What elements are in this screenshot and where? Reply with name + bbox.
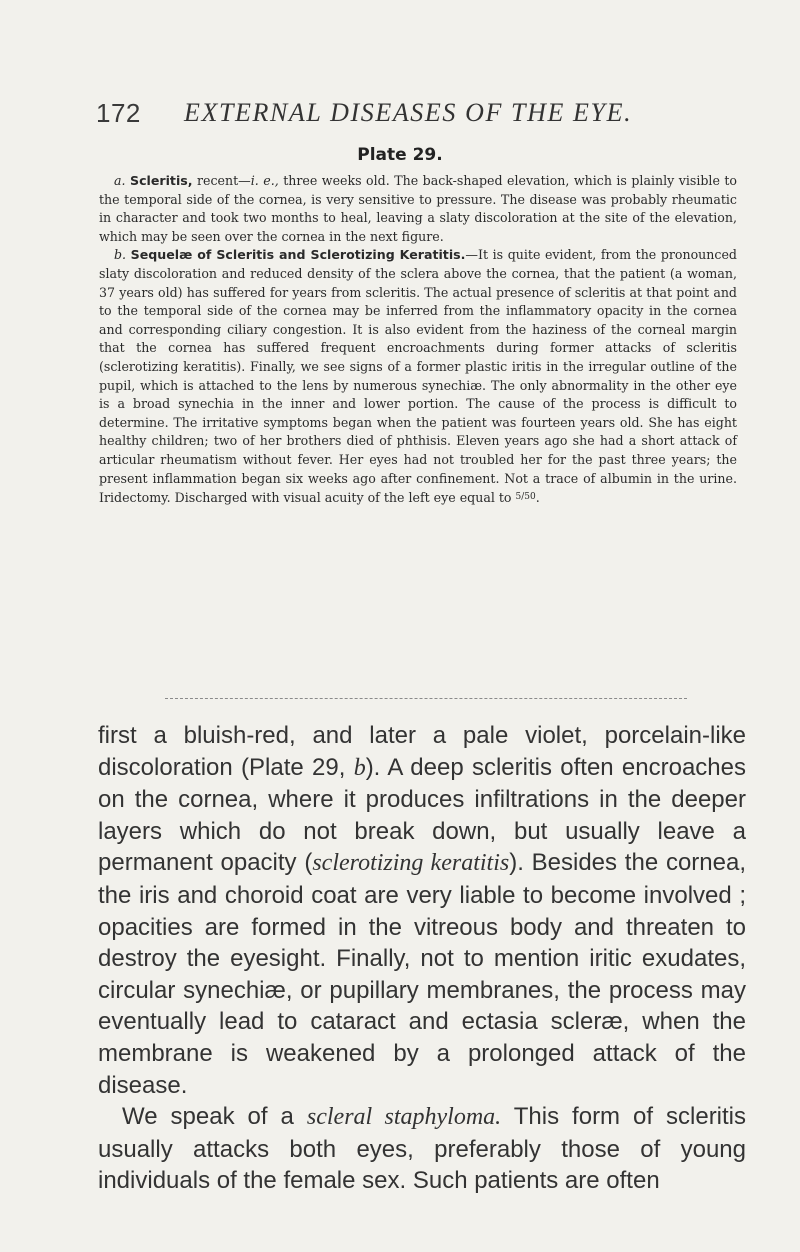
body-p1-d: sclerotizing keratitis — [312, 850, 510, 877]
caption-b-label: b. — [114, 247, 127, 263]
body-paragraph-2 — [98, 1101, 746, 1197]
body-p1-b: b — [353, 754, 366, 781]
caption-b-text: —It is quite evident, from the pronounced slaty discoloration and reduced density of the sclera above the cornea, that the patient (a woman, 37 years old) has suffered for years from scleritis. The actual presence of scleritis at that point and to the temporal side of the cornea may be inferred from the inflammatory opacity in the cornea and corresponding ciliary congestion. It is also evident from the haziness of the corneal margin that the cornea has suffered frequent encroachments during former attacks of scleritis (sclerotizing keratitis). Finally, we see signs of a former plastic iritis in the irregular outline of the pupil, which is attached to the lens by numerous synechiæ. The only abnormality in the other eye is a broad synechia in the inner and lower portion. The cause of the process is difficult to determine. The irritative symptoms began when the patient was fourteen years old. She has eight healthy children; two of her brothers died of phthisis. Eleven years ago she had a short attack of articular rheumatism without fever. Her eyes had not troubled her for the past three years; the present inflammation began six weeks ago after confinement. Not a trace of albumin in the urine. Iridectomy. Discharged with visual acuity of the left eye equal to — [99, 247, 737, 506]
body-text — [98, 720, 746, 1197]
caption-a-text: three weeks old. The back-shaped elevation, which is plainly visible to the temporal side of the cornea, is very sensitive to pressure. The disease was probably rheumatic in character and took two months to heal, leaving a slaty discoloration at the site of the elevation, which may be seen over the cornea in the next figure. — [99, 173, 738, 244]
caption-b — [99, 246, 737, 507]
page-number: 172 — [96, 98, 141, 128]
page-header — [96, 98, 736, 134]
body-paragraph-1 — [98, 720, 746, 1101]
body-p2-a: We speak of a — [122, 1103, 294, 1131]
body-p2-b: scleral staphyloma. — [306, 1104, 502, 1131]
caption-a-heading: Scleritis, — [130, 173, 193, 188]
caption-b-heading: Sequelæ of Scleritis and Sclerotizing Keratitis. — [130, 247, 466, 263]
visual-acuity-fraction: 5/50 — [515, 492, 536, 503]
body-p1-e: ). Besides the cornea, the iris and choroid coat are very liable to become involved ; opacities are formed in the vitreous body and threaten to destroy the eyesight. Finally, not to mention iritic exudates, circular synechiæ, or pupillary membranes, the process may eventually lead to cataract and ectasia scleræ, when the membrane is weakened by a prolonged attack of the disease. — [98, 849, 746, 1099]
running-title: EXTERNAL DISEASES OF THE EYE. — [184, 98, 633, 127]
caption-a-label: a. — [114, 173, 126, 188]
caption-a-lead: recent— — [197, 173, 251, 188]
body-p2-c: This form of scleritis usually attacks both eyes, preferably those of young individuals of the female sex. Such patients are often — [98, 1103, 747, 1195]
caption-a — [99, 172, 737, 246]
caption-b-end: . — [535, 490, 540, 506]
body-p1-a: first a bluish-red, and later a pale violet, porcelain-like discoloration (Plate 29, — [98, 722, 746, 781]
plate-title: Plate 29. — [357, 145, 443, 165]
body-p1-c: ). A deep scleritis often encroaches on the cornea, where it produces infiltrations in the deeper layers which do not break down, but usually leave a permanent opacity ( — [98, 753, 747, 877]
caption-a-ie: i. e., — [250, 173, 279, 188]
section-divider — [165, 698, 687, 699]
plate-caption — [99, 172, 737, 508]
